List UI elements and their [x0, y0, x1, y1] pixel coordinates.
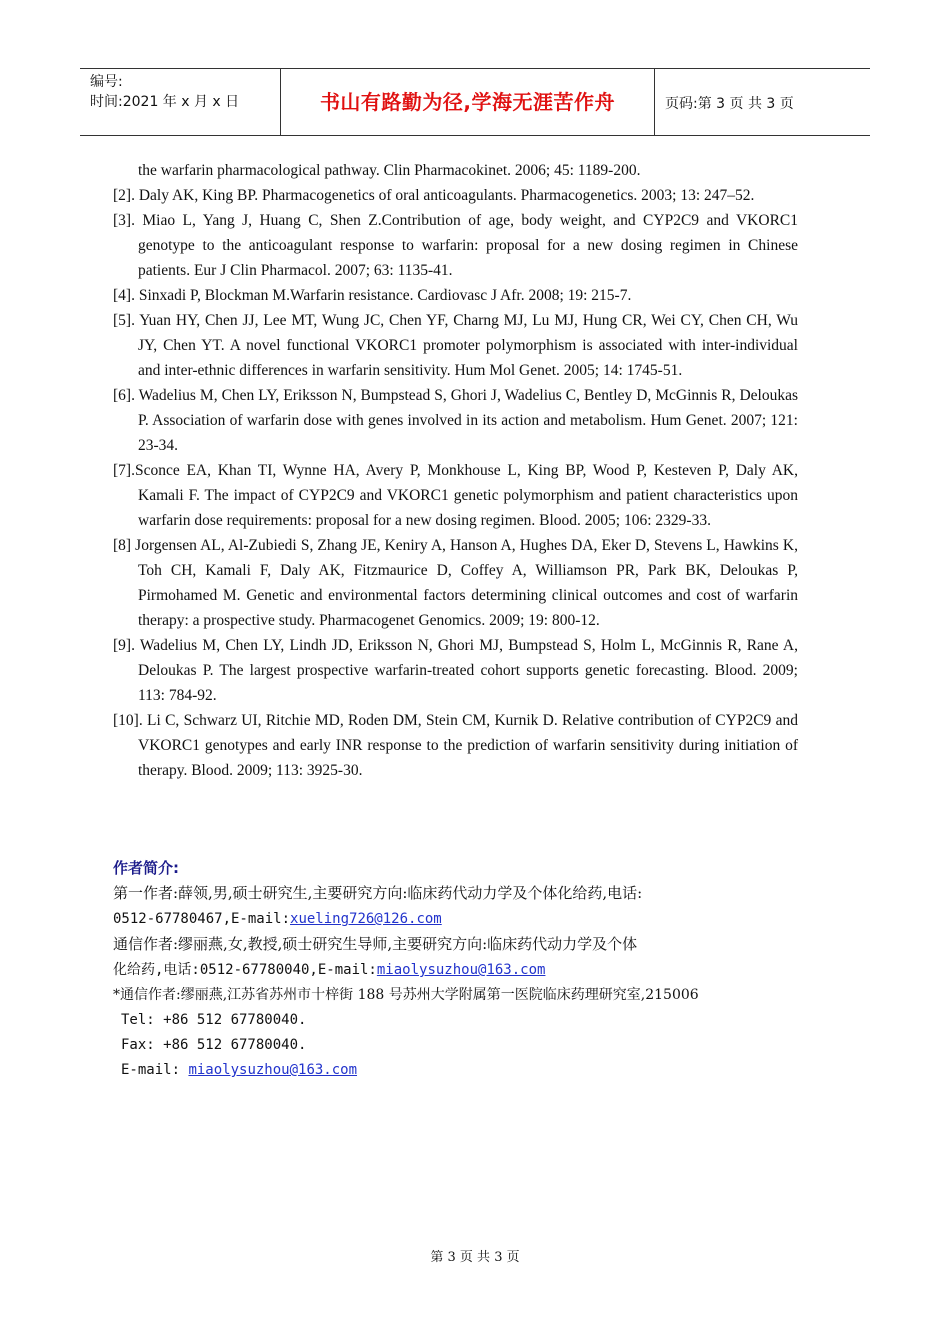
author-title: 作者简介:	[113, 859, 179, 877]
number-label: 编号:	[90, 74, 123, 90]
first-author-line-1: 第一作者:薛领,男,硕士研究生,主要研究方向:临床药代动力学及个体化给药,电话:	[113, 884, 643, 902]
references-list	[113, 158, 798, 783]
first-author-line-2	[113, 906, 833, 932]
reference-item: [8] Jorgensen AL, Al-Zubiedi S, Zhang JE, Keniry A, Hanson A, Hughes DA, Eker D, Stevens L, Hawkins K, Toh CH, Kamali F, Daly AK, Fitzmaurice D, Coffey A, Williamson PR, Park BK, Deloukas P, Pirmohamed M. Genetic and environmental factors determining clinical outcomes and cost of warfarin therapy: a prospective study. Pharmacogenet Genomics. 2009; 19: 800-12.	[113, 537, 798, 629]
email-link[interactable]: miaolysuzhou@163.com	[188, 1062, 358, 1078]
header-info-cell	[80, 69, 281, 135]
page-footer: 第 3 页 共 3 页	[430, 1250, 520, 1265]
reference-item: [10]. Li C, Schwarz UI, Ritchie MD, Roden DM, Stein CM, Kurnik D. Relative contribution of CYP2C9 and VKORC1 genotypes and early INR response to the prediction of warfarin sensitivity during initiation of therapy. Blood. 2009; 113: 3925-30.	[113, 712, 798, 779]
first-author-email-link[interactable]: xueling726@126.com	[290, 911, 442, 927]
reference-item: [5]. Yuan HY, Chen JJ, Lee MT, Wung JC, Chen YF, Charng MJ, Lu MJ, Hung CR, Wei CY, Chen CH, Wu JY, Chen YT. A novel functional VKORC1 promoter polymorphism is associated with inter-individual and inter-ethnic differences in warfarin sensitivity. Hum Mol Genet. 2005; 14: 1745-51.	[113, 312, 798, 379]
address-line: *通信作者:缪丽燕,江苏省苏州市十梓街 188 号苏州大学附属第一医院临床药理研究室,215006	[113, 987, 699, 1003]
tel-line: Tel: +86 512 67780040.	[121, 1012, 307, 1028]
corresp-author-line-1: 通信作者:缪丽燕,女,教授,硕士研究生导师,主要研究方向:临床药代动力学及个体	[113, 935, 638, 953]
email-label: E-mail:	[121, 1062, 189, 1078]
reference-item: [9]. Wadelius M, Chen LY, Lindh JD, Eriksson N, Ghori MJ, Bumpstead S, Holm L, McGinnis R, Rane A, Deloukas P. The largest prospective warfarin-treated cohort supports genetic forecasting. Blood. 2009; 113: 784-92.	[113, 637, 798, 704]
corresp-author-phone: 化给药,电话:0512-67780040,E-mail:	[113, 962, 377, 978]
fax-line: Fax: +86 512 67780040.	[121, 1037, 307, 1053]
reference-item: [4]. Sinxadi P, Blockman M.Warfarin resistance. Cardiovasc J Afr. 2008; 19: 215-7.	[113, 287, 632, 304]
corresp-author-line-2	[113, 957, 833, 983]
header-page-label: 页码:第 3 页 共 3 页	[665, 96, 794, 112]
reference-item: [7].Sconce EA, Khan TI, Wynne HA, Avery P, Monkhouse L, King BP, Wood P, Kesteven P, Daly AK, Kamali F. The impact of CYP2C9 and VKORC1 genetic polymorphism and patient characteristics upon warfarin dose requirements: proposal for a new dosing regimen. Blood. 2005; 106: 2329-33.	[113, 462, 798, 529]
reference-item: [2]. Daly AK, King BP. Pharmacogenetics of oral anticoagulants. Pharmacogenetics. 2003; 13: 247–52.	[113, 187, 755, 204]
email-line	[113, 1058, 833, 1083]
corresp-author-email-link[interactable]: miaolysuzhou@163.com	[376, 962, 546, 978]
reference-item: the warfarin pharmacological pathway. Clin Pharmacokinet. 2006; 45: 1189-200.	[138, 162, 641, 179]
reference-item: [6]. Wadelius M, Chen LY, Eriksson N, Bumpstead S, Ghori J, Wadelius C, Bentley D, McGinnis R, Deloukas P. Association of warfarin dose with genes involved in its action and metabolism. Hum Genet. 2007; 121: 23-34.	[113, 387, 798, 454]
header-motto: 书山有路勤为径,学海无涯苦作舟	[281, 69, 655, 135]
page-header	[80, 68, 870, 136]
author-info	[113, 856, 833, 1083]
date-label: 时间:2021 年 x 月 x 日	[90, 94, 240, 110]
reference-item: [3]. Miao L, Yang J, Huang C, Shen Z.Contribution of age, body weight, and CYP2C9 and VKORC1 genotype to the anticoagulant response to warfarin: proposal for a new dosing regimen in Chinese patients. Eur J Clin Pharmacol. 2007; 63: 1135-41.	[113, 212, 798, 279]
first-author-phone: 0512-67780467,E-mail:	[113, 911, 291, 927]
